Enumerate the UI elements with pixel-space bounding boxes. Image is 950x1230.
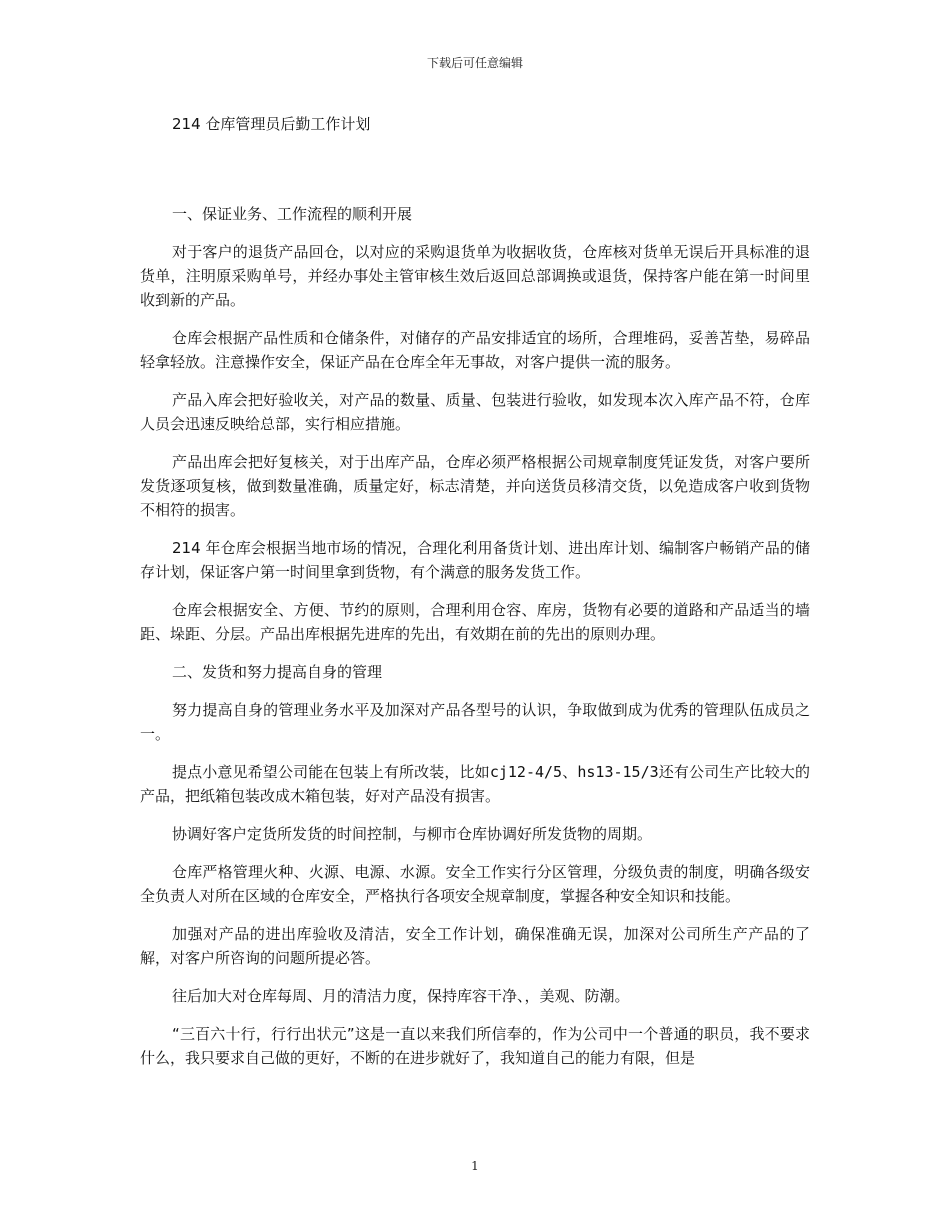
paragraph: 协调好客户定货所发货的时间控制，与柳市仓库协调好所发货物的周期。 (172, 825, 653, 843)
suggestion-text-before: 提点小意见希望公司能在包装上有所改装，比如 (172, 763, 490, 781)
separator: 、 (562, 763, 578, 781)
document-title: 214 仓库管理员后勤工作计划 (172, 115, 371, 133)
paragraph: 努力提高自身的管理业务水平及加深对产品各型号的认识，争取做到成为优秀的管理队伍成员之一。 (140, 701, 810, 743)
paragraph: 往后加大对仓库每周、月的清洁力度，保持库容干净、，美观、防潮。 (172, 987, 630, 1005)
paragraph: 仓库会根据安全、方便、节约的原则，合理利用仓容、库房，货物有必要的道路和产品适当的墙距、垛距、分层。产品出库根据先进库的先出，有效期在前的先出的原则办理。 (140, 601, 810, 643)
section-heading-2: 二、发货和努力提高自身的管理 (172, 663, 383, 681)
section-heading-1: 一、保证业务、工作流程的顺利开展 (172, 205, 413, 223)
document-body (140, 112, 810, 1084)
paragraph: 产品出库会把好复核关，对于出库产品，仓库必须严格根据公司规章制度凭证发货，对客户要所发货逐项复核，做到数量准确，质量定好，标志清楚，并向送货员移清交货，以免造成客户收到货物不相符的损害。 (140, 453, 810, 519)
paragraph: “三百六十行，行行出状元”这是一直以来我们所信奉的，作为公司中一个普通的职员，我不要求什么，我只要求自己做的更好，不断的在进步就好了，我知道自己的能力有限，但是 (140, 1025, 810, 1067)
product-code: cj12-4/5 (489, 763, 563, 781)
paragraph: 对于客户的退货产品回仓，以对应的采购退货单为收据收货，仓库核对货单无误后开具标准的退货单，注明原采购单号，并经办事处主管审核生效后返回总部调换或退货，保持客户能在第一时间里收到新的产品。 (140, 243, 810, 309)
paragraph: 仓库会根据产品性质和仓储条件，对储存的产品安排适宜的场所，合理堆码，妥善苫垫，易碎品轻拿轻放。注意操作安全，保证产品在仓库全年无事故，对客户提供一流的服务。 (140, 329, 810, 371)
paragraph: 214 年仓库会根据当地市场的情况，合理化利用备货计划、进出库计划、编制客户畅销产品的储存计划，保证客户第一时间里拿到货物，有个满意的服务发货工作。 (140, 539, 810, 581)
page-number: 1 (471, 1159, 479, 1173)
paragraph: 加强对产品的进出库验收及清洁，安全工作计划，确保准确无误，加深对公司所生产产品的了解，对客户所咨询的问题所提必答。 (140, 925, 810, 967)
suggestion-paragraph (140, 760, 810, 808)
paragraph: 仓库严格管理火种、火源、电源、水源。安全工作实行分区管理，分级负责的制度，明确各级安全负责人对所在区域的仓库安全，严格执行各项安全规章制度，掌握各种安全知识和技能。 (140, 863, 810, 905)
suggestion-text-after: 还有公司生产比较大的产品，把纸箱包装改成木箱包装，好对产品没有损害。 (140, 763, 810, 805)
paragraph: 产品入库会把好验收关，对产品的数量、质量、包装进行验收，如发现本次入库产品不符，仓库人员会迅速反映给总部，实行相应措施。 (140, 391, 810, 433)
product-code: hs13-15/3 (577, 763, 659, 781)
header-note: 下载后可任意编辑 (426, 56, 523, 70)
